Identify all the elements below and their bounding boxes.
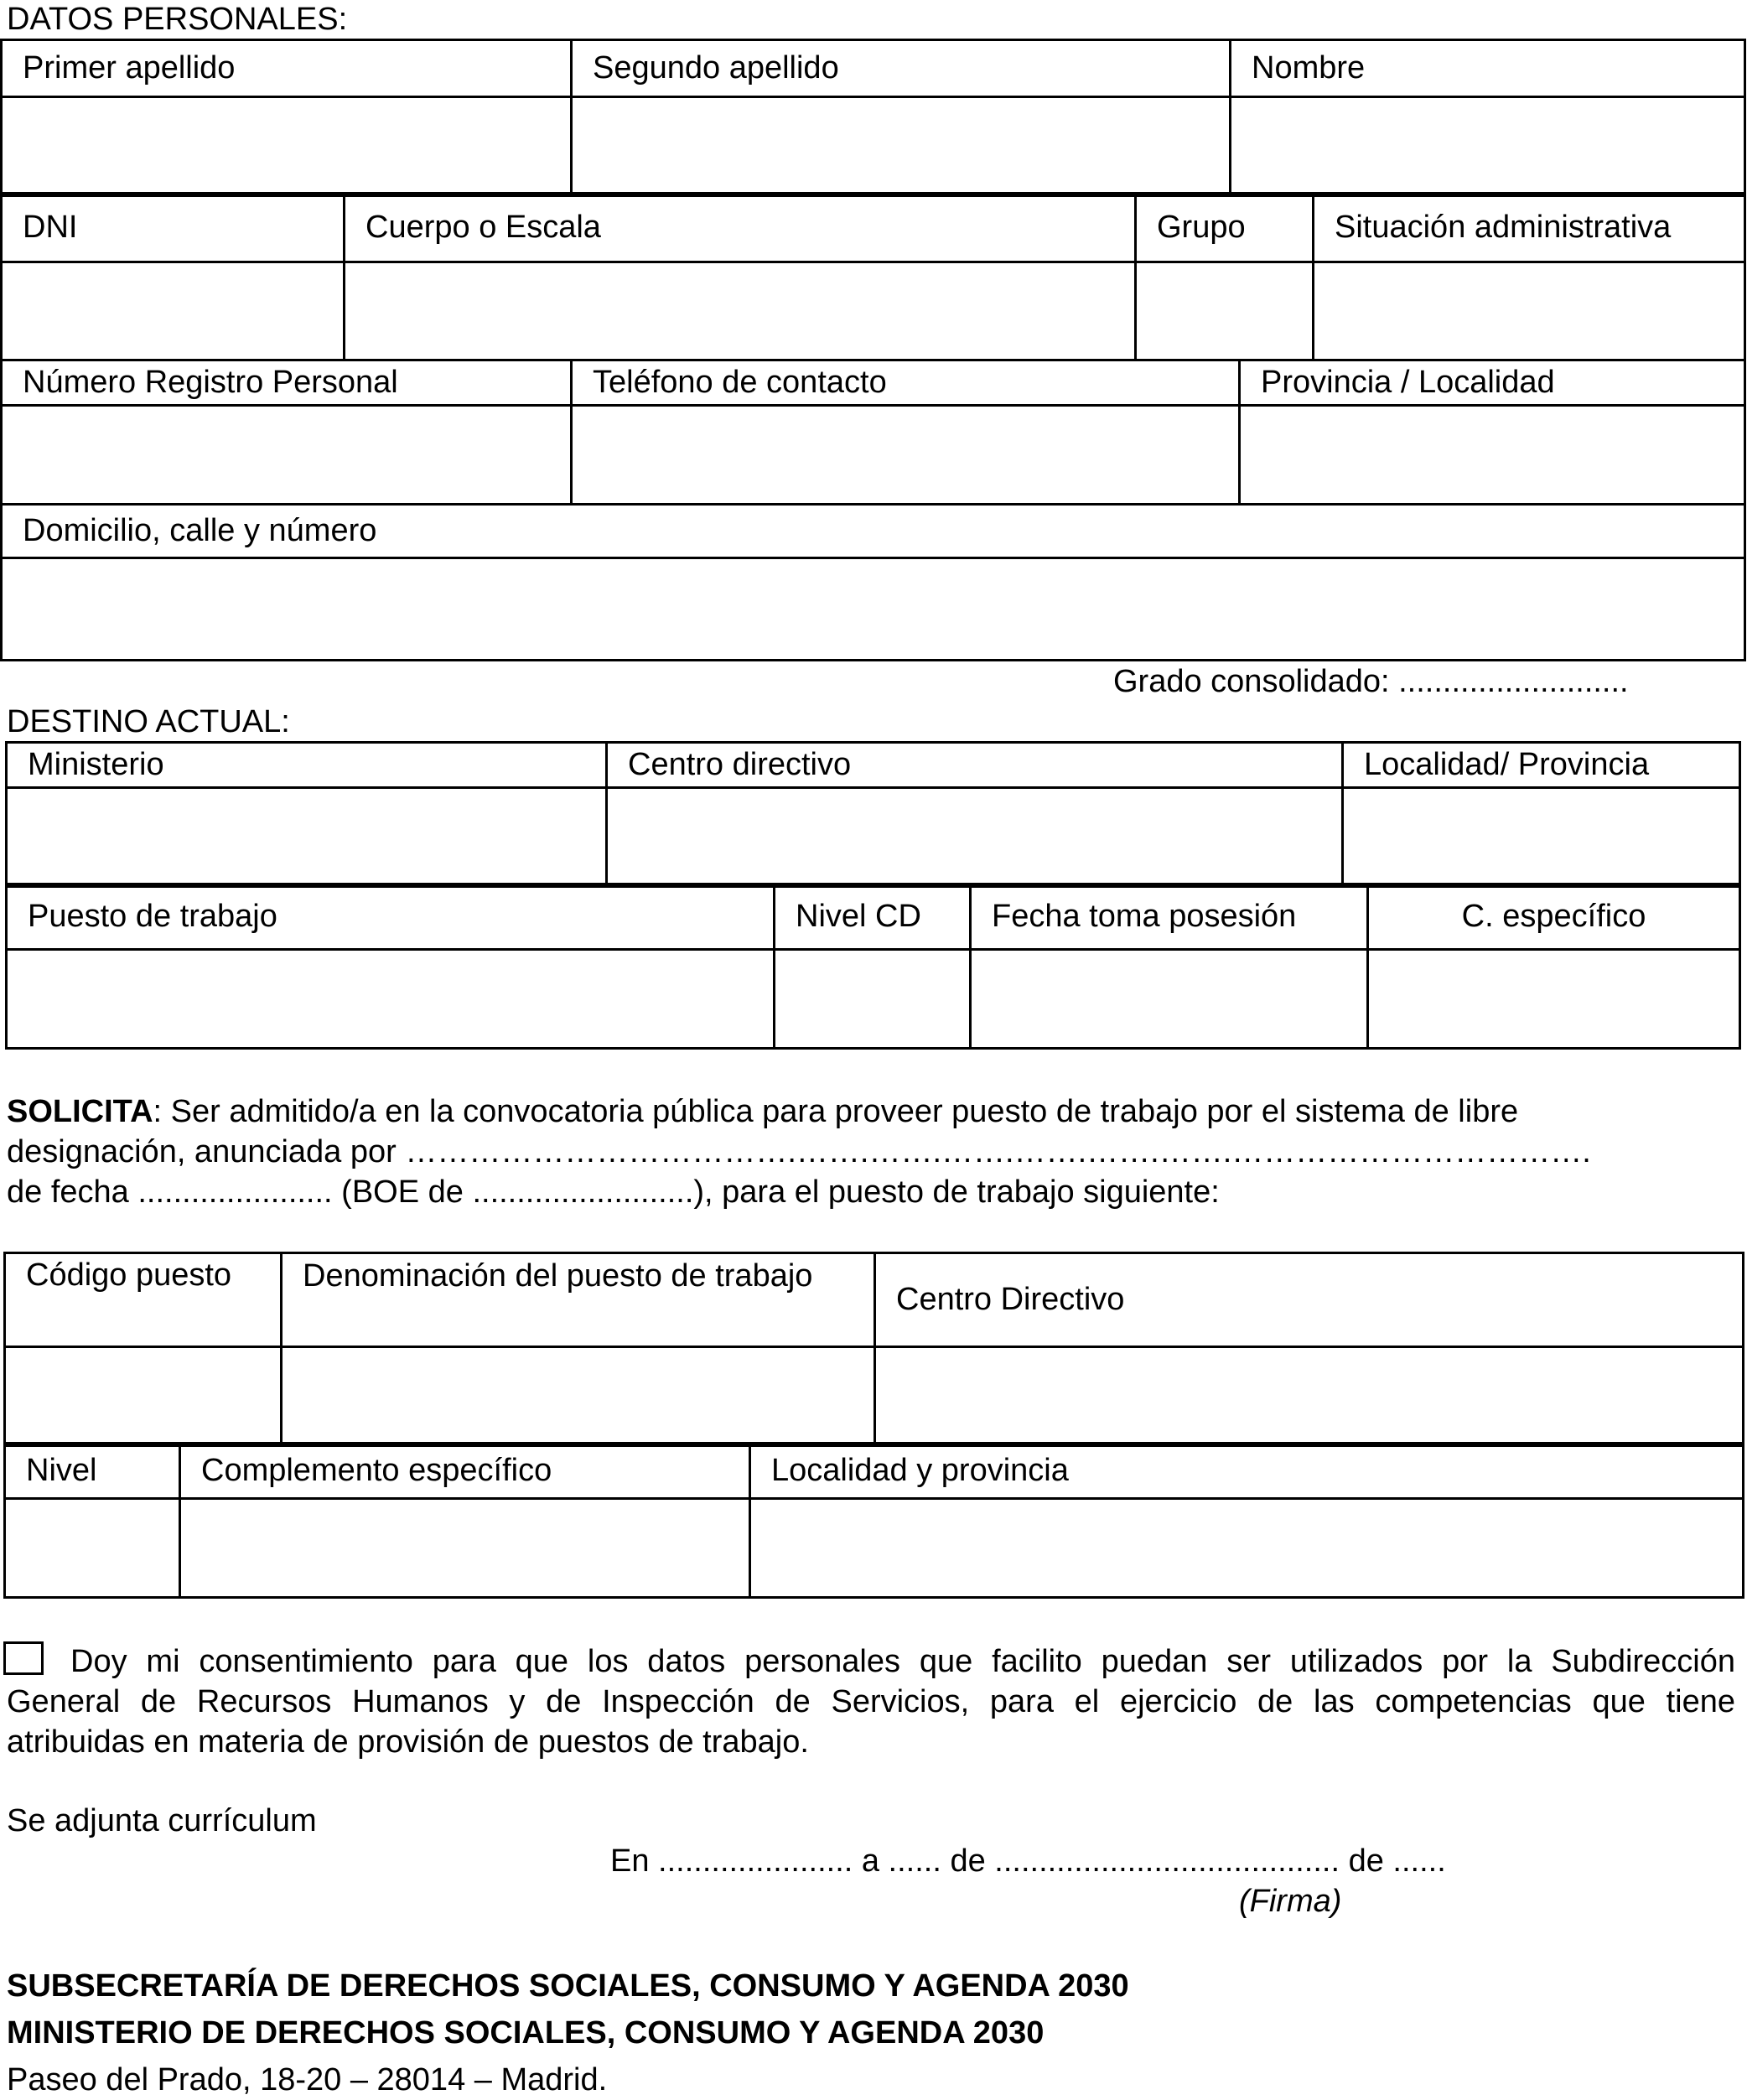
localidad-provincia-field[interactable]	[1343, 788, 1740, 887]
localidad-field[interactable]	[750, 1499, 1744, 1598]
localidad-provincia-label: Localidad/ Provincia	[1343, 743, 1740, 788]
c-especifico-label: C. específico	[1368, 884, 1740, 950]
domicilio-field[interactable]	[2, 558, 1745, 661]
grupo-label: Grupo	[1136, 194, 1314, 262]
footer-subsecretaria: SUBSECRETARÍA DE DERECHOS SOCIALES, CONSUMO Y AGENDA 2030	[7, 1968, 1129, 2004]
centro-directivo-label: Centro directivo	[607, 743, 1343, 788]
nombre-field[interactable]	[1231, 97, 1745, 196]
puesto-table-2	[3, 1442, 1744, 1599]
segundo-apellido-label: Segundo apellido	[572, 40, 1231, 97]
cuerpo-field[interactable]	[345, 262, 1136, 360]
fecha-posesion-field[interactable]	[971, 950, 1368, 1049]
primer-apellido-label: Primer apellido	[2, 40, 572, 97]
personal-table-3	[0, 359, 1746, 506]
solicita-line-2: designación, anunciada por ……………………………….…….…….…….…….…….…….…………………………….	[7, 1134, 1591, 1169]
nivel-cd-field[interactable]	[775, 950, 971, 1049]
solicita-text: : Ser admitido/a en la convocatoria pública para proveer puesto de trabajo por el sistema de libre	[153, 1094, 1519, 1129]
centro-label: Centro Directivo	[875, 1253, 1744, 1347]
solicita-line-1	[7, 1092, 1518, 1131]
firma-label: (Firma)	[1239, 1884, 1342, 1919]
segundo-apellido-field[interactable]	[572, 97, 1231, 196]
puesto-table-1	[3, 1252, 1744, 1447]
consent-line-1: Doy mi consentimiento para que los datos personales que facilito puedan ser utilizados por la Subdirección	[70, 1644, 1735, 1679]
primer-apellido-field[interactable]	[2, 97, 572, 196]
provincia-field[interactable]	[1240, 406, 1745, 505]
puesto-trabajo-field[interactable]	[7, 950, 775, 1049]
complemento-label: Complemento específico	[180, 1444, 750, 1499]
personal-table-1	[0, 39, 1746, 197]
c-especifico-field[interactable]	[1368, 950, 1740, 1049]
provincia-label: Provincia / Localidad	[1240, 360, 1745, 406]
destino-table-1	[5, 741, 1741, 888]
complemento-field[interactable]	[180, 1499, 750, 1598]
grupo-field[interactable]	[1136, 262, 1314, 360]
nivel-cd-label: Nivel CD	[775, 884, 971, 950]
situacion-field[interactable]	[1314, 262, 1745, 360]
personal-table-2	[0, 192, 1746, 361]
fecha-posesion-label: Fecha toma posesión	[971, 884, 1368, 950]
solicita-label: SOLICITA	[7, 1094, 153, 1129]
codigo-puesto-field[interactable]	[5, 1347, 282, 1446]
destino-heading: DESTINO ACTUAL:	[7, 704, 290, 739]
dni-field[interactable]	[2, 262, 345, 360]
puesto-trabajo-label: Puesto de trabajo	[7, 884, 775, 950]
nombre-label: Nombre	[1231, 40, 1745, 97]
personal-heading: DATOS PERSONALES:	[7, 2, 348, 37]
domicilio-label: Domicilio, calle y número	[2, 505, 1745, 558]
telefono-field[interactable]	[572, 406, 1240, 505]
denominacion-field[interactable]	[282, 1347, 875, 1446]
grado-consolidado: Grado consolidado: ..........................	[1113, 664, 1629, 699]
consent-line-2: General de Recursos Humanos y de Inspección de Servicios, para el ejercicio de las competencias que tiene	[7, 1684, 1735, 1719]
nrp-field[interactable]	[2, 406, 572, 505]
footer-ministerio: MINISTERIO DE DERECHOS SOCIALES, CONSUMO Y AGENDA 2030	[7, 2015, 1045, 2051]
nrp-label: Número Registro Personal	[2, 360, 572, 406]
codigo-puesto-label: Código puesto	[5, 1253, 282, 1347]
localidad-label: Localidad y provincia	[750, 1444, 1744, 1499]
centro-field[interactable]	[875, 1347, 1744, 1446]
nivel-label: Nivel	[5, 1444, 180, 1499]
curriculum-note: Se adjunta currículum	[7, 1803, 317, 1838]
ministerio-label: Ministerio	[7, 743, 607, 788]
consent-checkbox[interactable]	[3, 1641, 44, 1675]
cuerpo-label: Cuerpo o Escala	[345, 194, 1136, 262]
consent-line-3: atribuidas en materia de provisión de puestos de trabajo.	[7, 1724, 809, 1760]
situacion-label: Situación administrativa	[1314, 194, 1745, 262]
destino-table-2	[5, 883, 1741, 1050]
solicita-line-3: de fecha ...................... (BOE de .........................), para el puesto de trabajo siguiente:	[7, 1174, 1220, 1210]
denominacion-label: Denominación del puesto de trabajo	[282, 1253, 875, 1347]
nivel-field[interactable]	[5, 1499, 180, 1598]
telefono-label: Teléfono de contacto	[572, 360, 1240, 406]
dni-label: DNI	[2, 194, 345, 262]
lugar-fecha: En ...................... a ...... de ....................................... de ......	[610, 1843, 1446, 1879]
personal-table-4	[0, 503, 1746, 661]
ministerio-field[interactable]	[7, 788, 607, 887]
footer-address: Paseo del Prado, 18-20 – 28014 – Madrid.	[7, 2062, 608, 2097]
centro-directivo-field[interactable]	[607, 788, 1343, 887]
